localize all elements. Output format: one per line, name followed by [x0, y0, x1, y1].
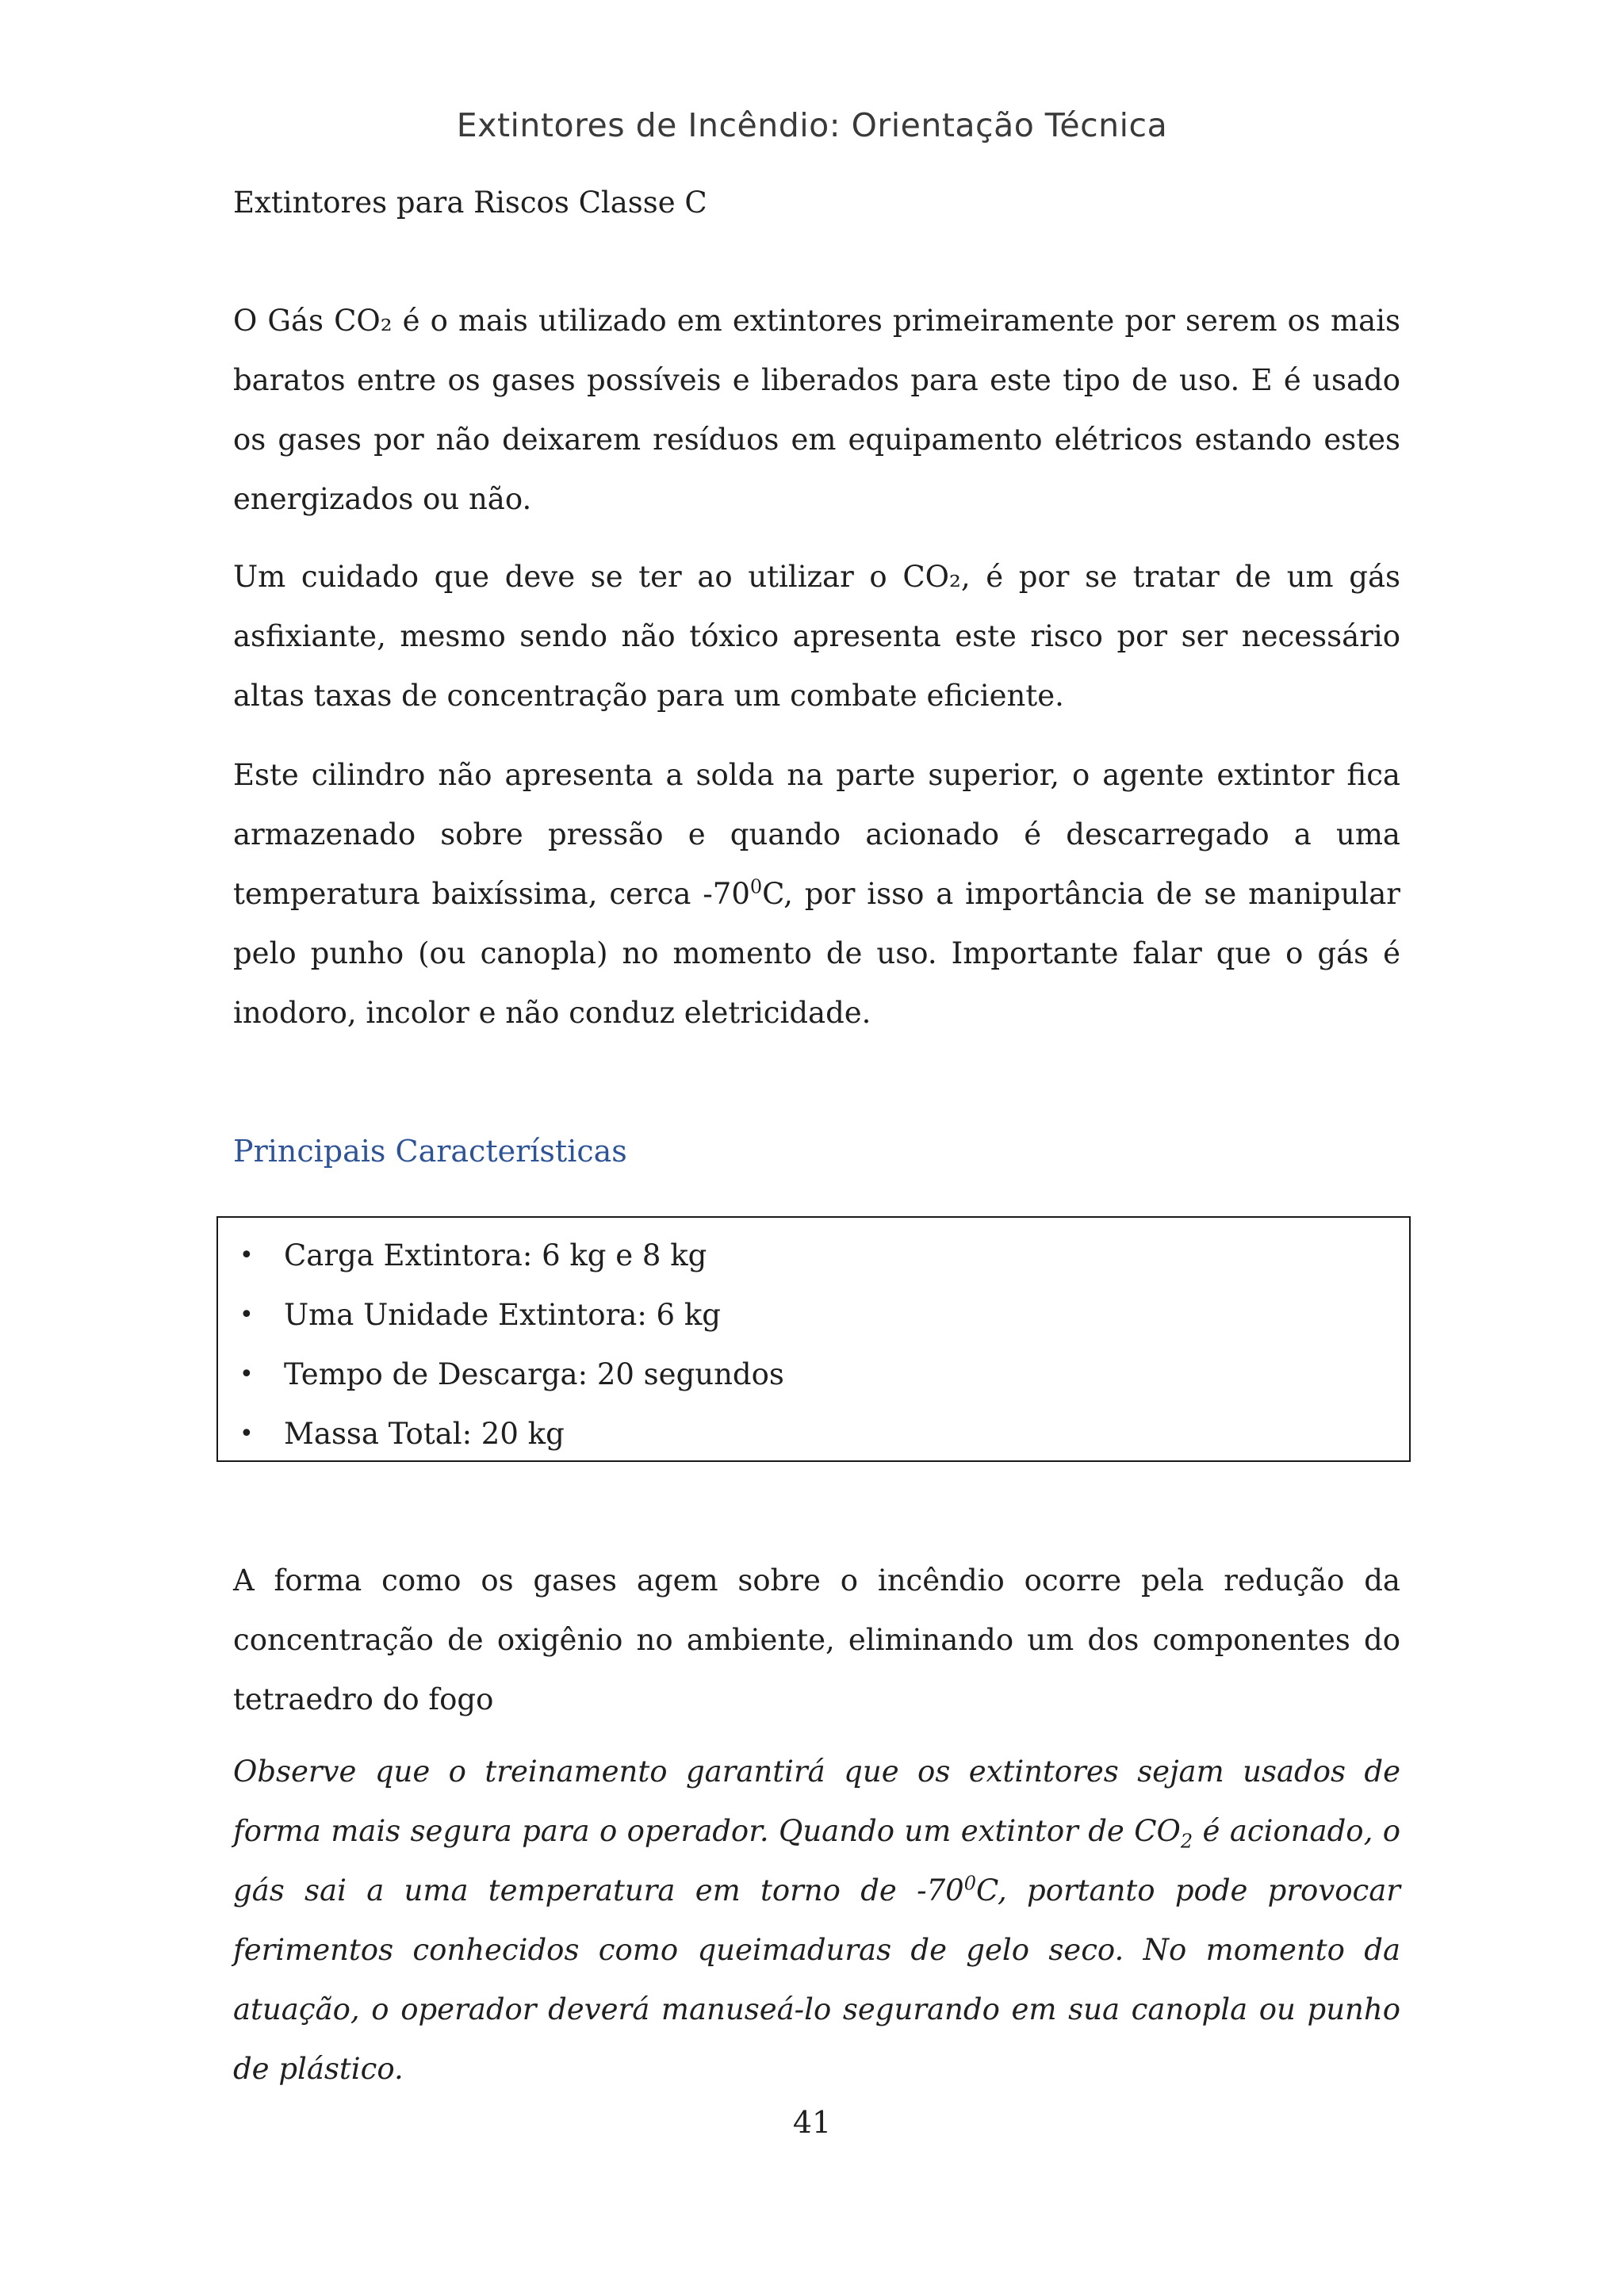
text-run: Observe que o treinamento garantirá que os extintores sejam usados de forma mais segura para o operador. Quando um extintor de: [233, 1755, 1400, 1848]
paragraph-text: O Gás CO₂ é o mais utilizado em extintores primeiramente por serem os mais baratos entre os gases possíveis e liberados para este tipo de uso. E é usado os gases por não deixarem resíduos em equipamento elétricos estando estes energizados ou não.: [233, 304, 1400, 516]
math-subscript: 2: [1180, 1830, 1193, 1853]
paragraph-cylinder: [233, 745, 1400, 1043]
text-run: Este cilindro não apresenta a solda na parte superior, o agente extintor fica armazenado sobre pressão e quando acionado é descarregado a uma temperatura baixíssima, cerca -70: [233, 758, 1400, 911]
page-number: 41: [792, 2105, 832, 2140]
list-item: [218, 1404, 1409, 1464]
list-item-text: Carga Extintora: 6 kg e 8 kg: [284, 1238, 707, 1272]
bullet-icon: •: [239, 1301, 254, 1329]
paragraph-co2-care: [233, 547, 1400, 725]
section-title: Extintores para Riscos Classe C: [233, 186, 707, 220]
paragraph-text: [233, 1742, 1400, 2099]
list-item-text: Massa Total: 20 kg: [284, 1417, 565, 1451]
superscript-degree: 0: [749, 875, 763, 898]
bullet-icon: •: [239, 1360, 254, 1388]
paragraph-gas-action: [233, 1551, 1400, 1729]
list-item: [218, 1345, 1409, 1404]
math-co2: [1134, 1814, 1193, 1853]
text-run: C, por isso a importância de se manipular pelo punho (ou canopla) no momento de uso. Importante falar que o gás é inodoro, incolor e não conduz eletricidade.: [233, 877, 1400, 1030]
superscript-degree: 0: [963, 1872, 976, 1895]
list-item-text: Tempo de Descarga: 20 segundos: [284, 1357, 784, 1391]
paragraph-text: [233, 745, 1400, 1043]
features-list: [218, 1218, 1409, 1464]
bullet-icon: •: [239, 1242, 254, 1269]
paragraph-co2-usage: [233, 291, 1400, 529]
math-base: CO: [1134, 1814, 1181, 1848]
features-box: [216, 1216, 1411, 1462]
features-heading: Principais Características: [233, 1134, 627, 1169]
running-header: Extintores de Incêndio: Orientação Técnica: [456, 106, 1168, 144]
paragraph-text: A forma como os gases agem sobre o incêndio ocorre pela redução da concentração de oxigênio no ambiente, eliminando um dos componentes do tetraedro do fogo: [233, 1563, 1400, 1716]
text-run: é acionado, o gás sai a uma temperatura em torno de -70: [233, 1814, 1400, 1908]
list-item: [218, 1226, 1409, 1285]
paragraph-training-note: [233, 1742, 1400, 2099]
bullet-icon: •: [239, 1420, 254, 1448]
text-run: C, portanto pode provocar ferimentos conhecidos como queimaduras de gelo seco. No momento da atuação, o operador deverá manuseá-lo segurando em sua canopla ou punho de plástico.: [233, 1873, 1400, 2086]
list-item-text: Uma Unidade Extintora: 6 kg: [284, 1298, 721, 1332]
list-item: [218, 1285, 1409, 1345]
paragraph-text: Um cuidado que deve se ter ao utilizar o CO₂, é por se tratar de um gás asfixiante, mesmo sendo não tóxico apresenta este risco por ser necessário altas taxas de concentração para um combate eficiente.: [233, 560, 1400, 713]
